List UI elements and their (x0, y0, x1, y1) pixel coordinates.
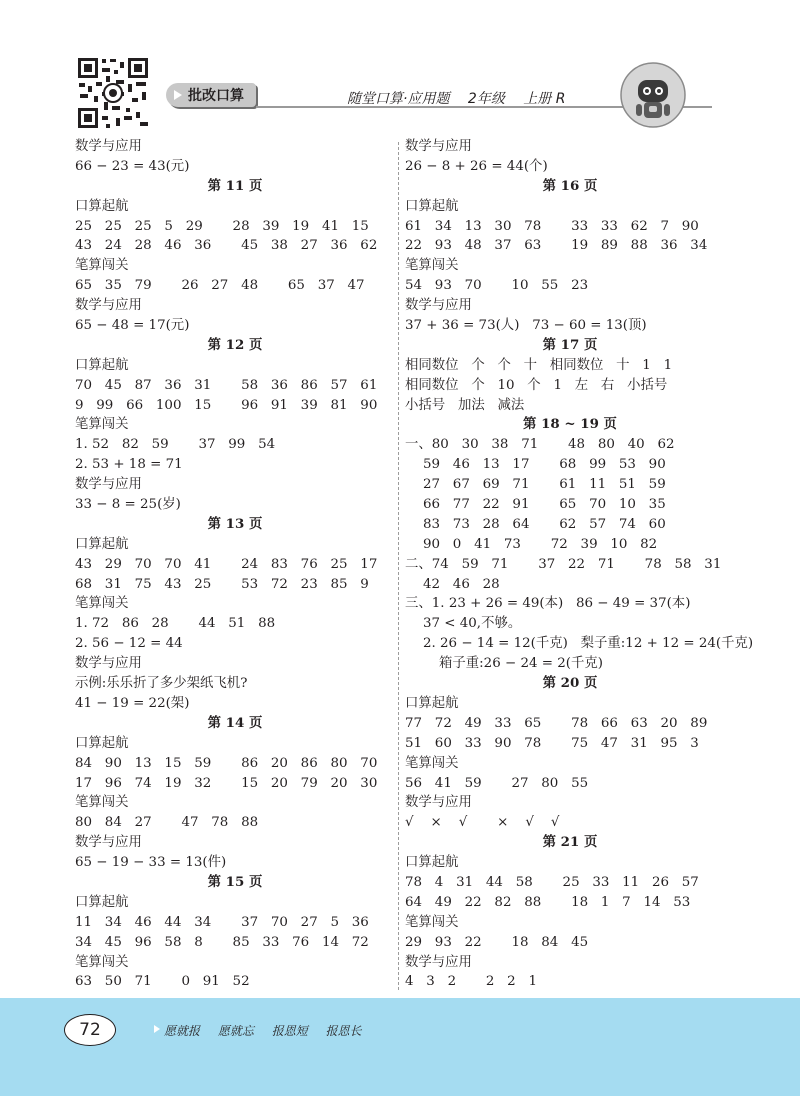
page-section-title: 第 18 ~ 19 页 (523, 416, 617, 433)
page-section-title: 第 14 页 (207, 714, 263, 731)
answer-line: 77 72 49 33 65 78 66 63 20 89 (405, 715, 708, 731)
answer-line: 43 24 28 46 36 45 38 27 36 62 (75, 238, 378, 254)
answer-line: 26 − 8 + 26 = 44(个) (405, 158, 548, 174)
page-section-title: 第 21 页 (542, 834, 598, 851)
answer-line: 84 90 13 15 59 86 20 86 80 70 (75, 755, 378, 771)
answer-line: 41 − 19 = 22(架) (75, 695, 190, 711)
answer-line: 2. 26 − 14 = 12(千克) 梨子重:12 + 12 = 24(千克) (423, 636, 754, 652)
answer-line: 65 − 19 − 33 = 13(件) (75, 855, 227, 871)
answer-line: 2. 56 − 12 = 44 (75, 636, 183, 652)
answer-line: 37 < 40,不够。 (423, 616, 522, 632)
answer-line: 口算起航 (75, 536, 129, 552)
answer-line: 数学与应用 (75, 477, 142, 493)
page-section-title: 第 16 页 (542, 177, 598, 194)
answer-line: 小括号 加法 减法 (405, 397, 525, 413)
page-section-title: 第 20 页 (542, 675, 598, 692)
answer-line: 65 − 48 = 17(元) (75, 318, 190, 334)
answer-line: 口算起航 (405, 855, 459, 871)
page-section-title: 第 12 页 (207, 336, 263, 353)
answer-line: 90 0 41 73 72 39 10 82 (423, 536, 658, 552)
answer-line: 数学与应用 (405, 795, 472, 811)
answer-line: 66 − 23 = 43(元) (75, 158, 190, 174)
answer-line: 27 67 69 71 61 11 51 59 (423, 477, 666, 493)
answer-line: 25 25 25 5 29 28 39 19 41 15 (75, 218, 369, 234)
answer-line: 一、80 30 38 71 48 80 40 62 (405, 437, 675, 453)
answer-line: 59 46 13 17 68 99 53 90 (423, 457, 666, 473)
answer-line: 56 41 59 27 80 55 (405, 775, 589, 791)
robot-mascot-icon (620, 62, 686, 128)
page-section-title: 第 17 页 (542, 336, 598, 353)
answer-line: 数学与应用 (75, 656, 142, 672)
answer-line: 笔算闯关 (405, 914, 459, 930)
slogan-3: 报恩短 (271, 1024, 308, 1038)
answer-line: 4 3 2 2 2 1 (405, 974, 537, 990)
answer-line: 1. 52 82 59 37 99 54 (75, 437, 276, 453)
page-header (0, 0, 800, 140)
answer-line: 83 73 28 64 62 57 74 60 (423, 516, 666, 532)
answer-line: 68 31 75 43 25 53 72 23 85 9 (75, 576, 369, 592)
tab-arrow-icon (174, 90, 182, 100)
answer-line: 笔算闯关 (405, 258, 459, 274)
answer-line: 数学与应用 (75, 139, 142, 154)
answer-line: 51 60 33 90 78 75 47 31 95 3 (405, 735, 699, 751)
answer-line: 笔算闯关 (75, 954, 129, 970)
answer-line: 65 35 79 26 27 48 65 37 47 (75, 278, 365, 294)
book-info (347, 88, 579, 108)
slogan-2: 愿就忘 (217, 1024, 254, 1038)
answer-line: 示例:乐乐折了多少架纸飞机? (75, 676, 248, 692)
answer-line: 11 34 46 44 34 37 70 27 5 36 (75, 914, 369, 930)
answer-line: 口算起航 (405, 198, 459, 214)
page-number: 72 (64, 1014, 116, 1046)
answer-line: 22 93 48 37 63 19 89 88 36 34 (405, 238, 708, 254)
answer-column-left (75, 137, 395, 992)
answer-line: 61 34 13 30 78 33 33 62 7 90 (405, 218, 699, 234)
answer-line: 42 46 28 (423, 576, 500, 592)
footer-band (0, 998, 800, 1096)
answer-line: 37 + 36 = 73(人) 73 − 60 = 13(顶) (405, 318, 647, 334)
answer-line: 口算起航 (75, 198, 129, 214)
page-section-title: 第 13 页 (207, 515, 263, 532)
answer-line: 1. 72 86 28 44 51 88 (75, 616, 276, 632)
answer-line: 笔算闯关 (75, 417, 129, 433)
answer-line: 口算起航 (75, 357, 129, 373)
answer-line: 64 49 22 82 88 18 1 7 14 53 (405, 894, 691, 910)
footer-slogan (154, 1022, 376, 1039)
page-section-title: 第 11 页 (207, 177, 263, 194)
answer-line: 17 96 74 19 32 15 20 79 20 30 (75, 775, 378, 791)
answer-line: 二、74 59 71 37 22 71 78 58 31 (405, 556, 722, 572)
answer-line: 箱子重:26 − 24 = 2(千克) (439, 656, 603, 672)
answer-line: 口算起航 (405, 695, 459, 711)
qr-code-icon (76, 56, 150, 130)
column-divider (398, 142, 399, 990)
answer-line: 29 93 22 18 84 45 (405, 934, 589, 950)
answer-line: 三、1. 23 + 26 = 49(本) 86 − 49 = 37(本) (405, 596, 691, 612)
answer-line: 33 − 8 = 25(岁) (75, 497, 181, 513)
answer-line: 78 4 31 44 58 25 33 11 26 57 (405, 874, 699, 890)
answer-line: 口算起航 (75, 735, 129, 751)
answer-line: 笔算闯关 (75, 258, 129, 274)
answer-line: 80 84 27 47 78 88 (75, 815, 259, 831)
book-title: 随堂口算·应用题 (347, 91, 450, 107)
tab-label: 批改口算 (188, 88, 244, 104)
answer-line: 数学与应用 (405, 954, 472, 970)
answer-line: 54 93 70 10 55 23 (405, 278, 589, 294)
answer-line: 9 99 66 100 15 96 91 39 81 90 (75, 397, 378, 413)
slogan-arrow-icon (154, 1025, 160, 1033)
answer-line: 数学与应用 (75, 835, 142, 851)
answer-line: 笔算闯关 (75, 795, 129, 811)
answer-line: 2. 53 + 18 = 71 (75, 457, 183, 473)
slogan-4: 报恩长 (325, 1024, 362, 1038)
answer-line: 34 45 96 58 8 85 33 76 14 72 (75, 934, 369, 950)
answer-line: 笔算闯关 (75, 596, 129, 612)
answer-line: 66 77 22 91 65 70 10 35 (423, 497, 666, 513)
answer-column-right (405, 137, 754, 992)
answer-line: 口算起航 (75, 894, 129, 910)
slogan-1: 愿就报 (164, 1024, 201, 1038)
grade-label: 2年级 (467, 91, 505, 107)
answer-line: √ × √ × √ √ (405, 815, 560, 831)
answer-line: 70 45 87 36 31 58 36 86 57 61 (75, 377, 378, 393)
answer-line: 数学与应用 (405, 139, 472, 154)
answer-line: 数学与应用 (75, 298, 142, 314)
answer-line: 数学与应用 (405, 298, 472, 314)
answer-line: 笔算闯关 (405, 755, 459, 771)
answer-line: 43 29 70 70 41 24 83 76 25 17 (75, 556, 378, 572)
answer-line: 相同数位 个 10 个 1 左 右 小括号 (405, 377, 668, 393)
volume-label: 上册 R (523, 91, 566, 107)
answer-line: 相同数位 个 个 十 相同数位 十 1 1 (405, 357, 673, 373)
answer-line: 63 50 71 0 91 52 (75, 974, 250, 990)
page-section-title: 第 15 页 (207, 873, 263, 890)
